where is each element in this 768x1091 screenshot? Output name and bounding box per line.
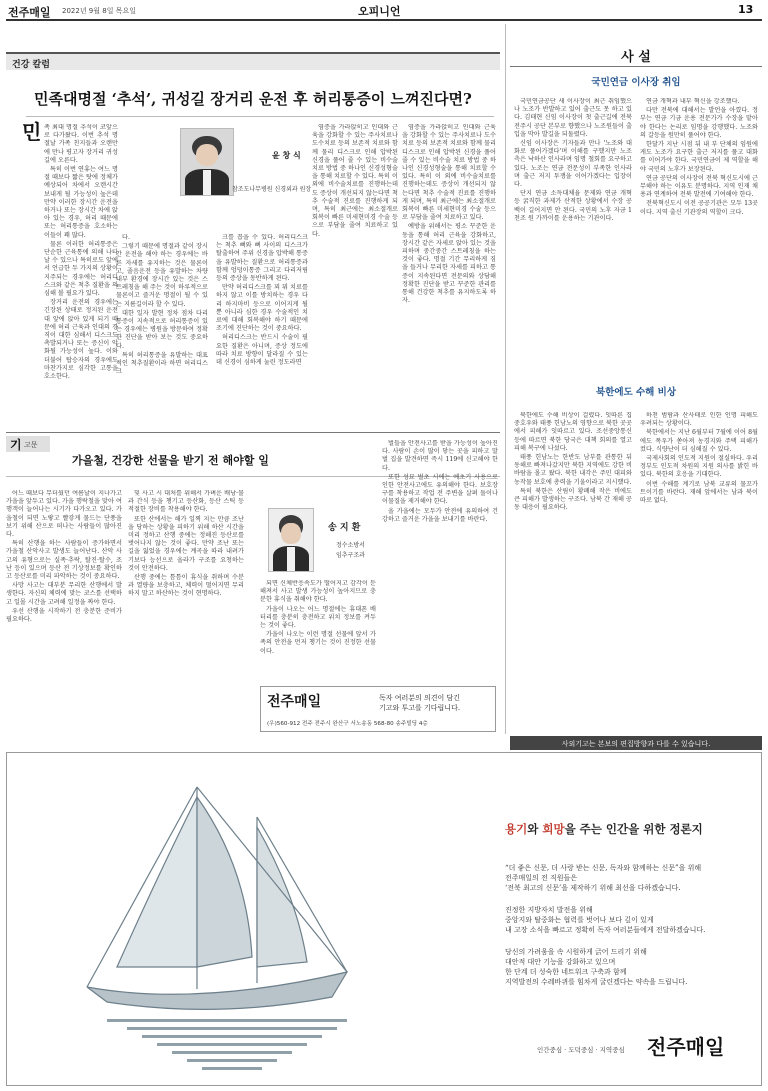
contrib-column-3 — [260, 580, 376, 680]
ad-headline-rest: 을 주는 인간을 위한 정론지 — [564, 822, 703, 836]
editorial-2-column-2 — [640, 412, 758, 730]
photo-figure-face — [196, 144, 219, 166]
editorial-paragraph: 연금 개혁과 내부 혁신을 강조했다. — [646, 98, 740, 105]
ad-logo: 전주매일 — [647, 1035, 725, 1059]
contrib-paragraph: 올 가을에는 모두가 안전에 유의하여 건강하고 즐거운 가을을 보내기를 바란다. — [382, 507, 498, 523]
contrib-paragraph: 산행 중에는 틈틈이 휴식을 취하며 수분과 열량을 보충하고, 체력이 떨어지면 무리하지 말고 하산하는 것이 현명하다. — [128, 574, 244, 598]
contrib-tag-big: 기 — [10, 438, 22, 452]
contrib-tag — [6, 436, 50, 452]
health-title-rule — [26, 116, 494, 117]
contrib-column-1 — [6, 490, 122, 734]
ad-line: 당신의 가려움을 속 시원하게 긁어 드리기 위해 — [505, 948, 647, 956]
boat-sail-2 — [197, 797, 252, 967]
health-paragraph: 대한 일자 발현 정차 점차 다리 통증이 지속적으로 허리통증이 있는 경우에는 병원을 방문하여 정확한 진단을 받아 보는 것도 중요하다. — [116, 309, 208, 350]
contrib-section — [6, 436, 500, 734]
contrib-paragraph: 가을이 나오는 이런 명절 선물에 앞서 가족의 안전을 먼저 챙기는 것이 진정한 선물이다. — [260, 631, 376, 655]
notice-line-2: 기고와 투고를 기다립니다. — [379, 704, 461, 712]
masthead-logo: 전주매일 — [8, 6, 51, 19]
boat-sail-1 — [117, 797, 197, 967]
photo-figure-face — [281, 523, 300, 544]
health-paragraph: 그렇기 때문에 명절과 같이 장시간 운전을 해야 하는 경우에는 바른 자세를 유지하는 것은 물론이고, 졸음운전 등을 유발하는 차량 내부 환경에 장시간 있는 것은 스트레칭을 해 주는 것이 하루적으로 물론이고 즐거운 명절이 될 수 있는 지름길이라 할 수 있다. — [116, 243, 208, 308]
editorial-paragraph: 태풍 힌남노는 한반도 남부를 관통한 뒤 동해로 빠져나갔지만 북한 지역에도 강한 비바람을 몰고 왔다. 북한 내각은 주민 대피와 농작물 보호에 총력을 기울이라고 지시했다. — [514, 454, 632, 486]
editorial-paragraph: 전북혁신도시 이전 공공기관은 모두 13곳이다. 지역 출신 기관장의 역할이 크다. — [640, 200, 758, 216]
ad-headline-courage: 용기 — [505, 822, 528, 836]
contrib-column-4 — [382, 440, 498, 680]
health-paragraph: 크를 꼽을 수 있다. 허리디스크는 척추 뼈와 뼈 사이의 디스크가 탈출하여 주위 신경을 압박해 통증을 유발하는 질환으로 허리통증과 함께 엉덩이통증 그리고 다리저림 등의 증상을 동반하게 된다. — [216, 234, 308, 283]
health-paragraph: 염증을 가라앉히고 인대와 근육을 강화할 수 있는 주사치료나 도수치료 등의 보존적 치료와 함께 물리 디스크로 인해 압박된 신경을 풀어 줄 수 있는 비수술 치료 방법 중 하나인 신경성형술을 통해 치료할 수 있다. 특히 이 외에 비수술치료를 진행하는데도 증상이 개선되지 않는다면 척추 수술적 진료를 진행하게 되며, 특히 최근에는 최소절개로 회복이 빠른 미세현미경 수술 등으로 부담을 줄여 치료하고 있다. — [312, 124, 398, 238]
editorial-paragraph: 국제사회의 인도적 지원이 절실하다. 우리 정부도 인도적 차원의 지원 의사를 밝힌 바 있다. 북한의 호응을 기대한다. — [640, 455, 758, 479]
notice-address: (우)560-912 전주 전주시 완산구 서노송동 568-80 송주빌딩 4층 — [267, 721, 428, 727]
health-paragraph: 염증을 가라앉히고 인대와 근육을 강화할 수 있는 주사치료나 도수치료 등의 보존적 치료와 함께 물리 디스크로 인해 압박된 신경을 풀어 줄 수 있는 비수술 치료 방법 중 하나인 신경성형술을 통해 치료할 수 있다. 특히 이 외에 비수술치료를 진행하는데도 증상이 개선되지 않는다면 척추 수술적 진료를 진행하게 되며, 특히 최근에는 최소절개로 회복이 빠른 미세현미경 수술 등으로 부담을 줄여 치료하고 있다. — [402, 124, 496, 222]
ad-line: “더 좋은 신문, 더 사랑 받는 신문, 독자와 함께하는 신문”을 위해 — [505, 864, 702, 872]
health-paragraph: 만약 허리디스크를 꾀 뭐 치료를 하지 않고 이를 방치하는 경우 다리 하지마비 등으로 이어지게 될 뿐 아니라 심한 경우 수술적인 치료에 대해 회복해야 하기 때문에 조기에 진단하는 것이 중요하다. — [216, 284, 308, 333]
editorial-paragraph: 신임 이사장은 기자들과 만나 '노조와 대화로 풀어가겠다'며 이해를 구했지만 노조 측은 낙하산 인사라며 임명 철회를 요구하고 있다. 노조는 연금 전문성이 부족한 인사라며 출근 저지 투쟁을 이어가겠다는 입장이다. — [514, 140, 632, 189]
contrib-author-photo — [268, 508, 314, 572]
photo-figure-shirt — [287, 547, 294, 571]
editorial-section — [510, 40, 762, 734]
health-title: 민족대명절 ‘추석’, 귀성길 장거리 운전 후 허리통증이 느껴진다면? — [34, 90, 472, 108]
editorial-paragraph: 북한에서는 지난 6월부터 7월에 이어 8월에도 폭우가 쏟아져 농경지와 주택 피해가 컸다. 식량난이 더 심해질 수 있다. — [640, 429, 758, 453]
ad-line: 지역발전의 수레바퀴를 힘차게 굴린겠다는 약속을 드립니다. — [505, 978, 688, 986]
editorial-label-rule — [510, 66, 762, 67]
health-column-3b — [312, 124, 398, 424]
ad-paragraph-2 — [505, 905, 755, 935]
health-paragraph: 다. — [122, 234, 130, 241]
editorial-paragraph: 특히 북한은 산림이 황폐해 작은 비에도 큰 피해가 발생하는 구조다. 남북 간 재해 공동 대응이 필요하다. — [514, 487, 632, 512]
editorial-paragraph: 하천 범람과 산사태로 인한 인명 피해도 우려되는 상황이다. — [640, 412, 758, 428]
editorial-1-column-2 — [640, 98, 758, 374]
editorial-paragraph: 단지 연금 소득대체율 문제와 연금 개혁 등 굵직한 과제가 산적한 상황에서 수장 공백이 길어지면 안 된다. 국민의 노후 자금 1천조 원 가까이를 운용하는 기관이다. — [514, 190, 632, 222]
ad-headline-hope: 희망 — [542, 822, 565, 836]
editorial-paragraph: 이번 수해를 계기로 남북 교류의 물꼬가 트이기를 바란다. 재해 앞에서는 남과 북이 따로 없다. — [640, 480, 758, 505]
contrib-paragraph: 또한 산에서는 해가 일찍 지는 만큼 조난을 당하는 상황을 피하기 위해 하산 시간을 미리 정하고 산행 중에는 정해진 등산로를 벗어나지 않는 것이 좋다. 만약 조난 또는 길을 잃었을 경우에는 계곡을 따라 내려가기보다 능선으로 올라가 구조를 요청하는 것이 안전하다. — [128, 515, 244, 572]
health-paragraph: 허리디스크는 반드시 수술이 필요한 질환은 아니며, 증상 정도에 따라 치료 방향이 달라질 수 있는데 신경이 심하게 눌린 정도라면 — [216, 334, 308, 367]
editorial-paragraph: 한달가 지난 시점 뒤 내 부 단체의 임원에게도 노조가 요구한 출근 저지를 풀고 대화를 이어가야 한다. 국민연금이 제 역할을 해야 국민의 노후가 보장된다. — [640, 141, 758, 173]
editorial-paragraph: 연금 공단의 이사장이 전북 혁신도시에 근무해야 하는 이유도 분명하다. 지역 인재 채용과 연계하여 전북 발전에 기여해야 한다. — [640, 174, 758, 199]
ad-line: 내 고장 소식을 빠르고 정확히 독자 여러분들에게 전달하겠습니다. — [505, 926, 706, 934]
issue-date: 2022년 9월 8일 목요일 — [62, 7, 136, 15]
health-column-2 — [116, 234, 208, 424]
notice-logo: 전주매일 — [267, 694, 322, 710]
sailboat-illustration — [47, 757, 427, 1083]
health-tag — [6, 52, 500, 70]
promo-ad — [6, 752, 762, 1086]
editorial-paragraph: 북한에도 수해 비상이 걸렸다. 잇따른 집중호우와 태풍 힌남노의 영향으로 북한 곳곳에서 피해가 잇따르고 있다. 조선중앙통신 등에 따르면 북한 당국은 대책 회의를 열고 피해 복구에 나섰다. — [514, 412, 632, 452]
health-author-name: 윤 창 식 — [272, 151, 301, 160]
header-rule — [6, 19, 762, 21]
health-paragraph: 장거리 운전의 경우에는 긴장된 상태로 정지된 운전대 앞에 앉아 있게 되기 때문에 허리 근육과 인대의 경직이 대한 심해서 디스크도 촉발되거나 또는 증신이 악화될 가능성이 높다. 이와 더불어 탑승자의 경우에도 마찬가지로 심각한 고통을 호소한다. — [44, 299, 118, 381]
ad-line: 진정한 지방자치 발전을 위해 — [505, 906, 593, 914]
health-column-1 — [26, 124, 118, 424]
contrib-tag-small: 고문 — [24, 441, 38, 449]
health-paragraph: 물론 이러한 허리통증은 단순한 근육통에 의해 나타날 수 있으나 특히로도 앞에서 언급한 두 가지의 상황이 지주되는 경우에는 허리디스크와 같은 척추 질환을 의심해 볼 필요가 있다. — [44, 240, 118, 298]
health-section — [6, 52, 500, 430]
disclaimer-bar — [510, 736, 762, 750]
photo-figure-shirt — [203, 170, 211, 195]
contrib-paragraph: 어느 때보다 무더웠던 여름날이 지나가고 가을을 앞두고 있다. 가을 행락철을 맞아 여행객이 늘어나는 시기가 다가오고 있다. 가을철이 되면 노랗고 빨갛게 물드는 단풍을 보기 위해 산으로 떠나는 사람들이 많아진다. — [6, 490, 122, 539]
submission-notice-box — [260, 686, 496, 732]
health-tag-label: 건강 칼럼 — [12, 60, 50, 70]
editorial-label: 사 설 — [621, 50, 651, 65]
contrib-column-2 — [128, 490, 244, 734]
disclaimer-text: 사외기고는 본보의 편집방향과 다를 수 있습니다. — [561, 740, 711, 748]
editorial-paragraph: 다만 전북에 대해서는 발언을 아꼈다. 정부는 연금 기금 운용 전문가가 수장을 맡아야 한다는 논리로 임명을 강행했다. 노조와의 갈등을 원만히 풀어야 한다. — [640, 107, 758, 139]
contrib-paragraph: 우선 산행을 시작하기 전 충분한 준비가 필요하다. — [6, 607, 122, 624]
health-author-role: 참조도나무병원 신경외과 원장 — [232, 186, 312, 193]
ad-line: 한 단계 더 성숙한 네트워크 구축과 함께 — [505, 968, 627, 976]
ad-line: 중앙지와 탈중화는 협력를 벗어나 보다 깊이 있게 — [505, 916, 654, 924]
health-paragraph: 특히 허리통증을 유발하는 대표적인 척추질환이라 하면 허리디스크 — [116, 351, 208, 376]
contrib-author-role: 임추구조과 — [336, 552, 365, 559]
contrib-author-name: 송 지 환 — [328, 523, 361, 533]
ad-headline-and: 와 — [527, 822, 543, 836]
ad-paragraph-1 — [505, 863, 755, 893]
editorial-paragraph: 국민연금공단 새 이사장이 최근 취임했으나 노조가 반발하고 있어 출근도 못 하고 있다. 김태현 신임 이사장이 첫 출근길에 전북 전주시 공단 본부로 향했으나 노조원들이 출입을 막아 발길을 되돌렸다. — [514, 98, 632, 138]
editorial-title-2: 북한에도 수해 비상 — [595, 387, 677, 398]
page-number: 13 — [738, 3, 754, 16]
health-paragraph: 족 최대 명절 추석이 코앞으로 다가왔다. 이번 추석 명절날 가족 친지들과 오랜만에 만나 평고자 장거리 귀성길에 오른다. — [44, 124, 118, 164]
health-author-photo — [180, 128, 234, 196]
editorial-title-1: 국민연금 이사장 취임 — [591, 77, 681, 88]
contrib-paragraph: 벌들을 안전사고를 받을 가능성이 높아진다. 사람이 손이 많이 닿는 곳을 피하고 말벌 집을 발견하면 즉시 119에 신고해야 한다. — [382, 440, 498, 472]
notice-line-1: 독자 여러분의 의견이 담긴 — [379, 694, 461, 702]
ad-paragraph-3 — [505, 947, 755, 987]
section-rule — [6, 432, 500, 433]
section-title: 오피니언 — [358, 5, 401, 18]
contrib-paragraph: 사망 사고는 대부분 무리한 산행에서 발생한다. 자신의 체력에 맞는 코스를 선택하고 일몰 시간을 고려해 일정을 짜야 한다. — [6, 582, 122, 606]
water-stripes — [107, 1019, 347, 1070]
health-dropcap: 민 — [22, 120, 42, 144]
editorial-divider — [505, 24, 506, 734]
ad-line: 전주매일의 전 직원들은 — [505, 874, 578, 882]
editorial-2-column-1 — [514, 412, 632, 730]
health-paragraph: 예방을 위해서는 평소 꾸준한 운동을 통해 허리 근육을 강화하고, 장시간 같은 자세로 앉아 있는 것을 피하며 중간중간 스트레칭을 하는 것이 좋다. 명절 기간 무리하게 짐을 들거나 무리한 자세를 피하고 통증이 지속된다면 전문의와 상담해 정확한 진단을 받고 꾸준한 관리를 통해 건강한 척추를 유지하도록 하자. — [402, 223, 496, 305]
ad-line: ‘전북 최고의 신문’을 제작하기 위해 최선을 다하겠습니다. — [505, 884, 681, 892]
health-column-4 — [402, 124, 496, 424]
ad-headline — [505, 821, 703, 837]
contrib-paragraph: 되면 신체반응속도가 떨어지고 감각이 둔해져서 사고 발생 가능성이 높아지므로 충분한 휴식을 취해야 한다. — [260, 580, 376, 604]
contrib-paragraph: 가을이 나오는 어느 명절에는 휴대폰 배터리를 충분히 충전하고 위치 정보를 켜두는 것이 좋다. — [260, 605, 376, 630]
health-column-3 — [216, 234, 308, 424]
ad-line: 대안적 대안 기능을 강화하고 있으며 — [505, 958, 616, 966]
contrib-paragraph: 및 사고 시 대처를 위해서 가벼운 배낭·물과 간식 등을 챙기고 등산화, 등산 스틱 등 적절한 장비를 착용해야 한다. — [128, 490, 244, 514]
contrib-paragraph: 또한 성묘 벌초 시에는 예초기 사용으로 인한 안전사고에도 유의해야 한다. 보호장구를 착용하고 작업 전 주변을 살펴 돌이나 이물질을 제거해야 한다. — [382, 473, 498, 506]
editorial-1-column-1 — [514, 98, 632, 374]
contrib-author-org: 정수소방서 — [336, 542, 365, 549]
boat-sail-3 — [257, 827, 307, 967]
contrib-paragraph: 특히 산행을 하는 사람들이 증가하면서 가을철 산악사고 발생도 늘어난다. 산악 사고의 유형으로는 실족·추락, 탈진·탈수, 조난 등이 있으며 등산 전 기상정보를 확인하고 등산로를 미리 파악하는 것이 중요하다. — [6, 540, 122, 581]
contrib-title: 가을철, 건강한 선물을 받기 전 해야할 일 — [72, 454, 269, 467]
ad-motto: 인간중심 · 도덕중심 · 지역중심 — [537, 1046, 625, 1054]
health-paragraph: 특히 이번 연휴는 여느 명절 때보다 짧은 탓에 정체가 예상되어 차에서 오랜시간 보내게 될 가능성이 높은데 만약 이러한 장시간 운전을 하거나 또는 장시간 차에 앉아 있는 경우, 허리 때문에 또는 허리통증을 호소하는 이들이 꽤 많다. — [44, 166, 118, 239]
boat-hull — [87, 972, 347, 1009]
